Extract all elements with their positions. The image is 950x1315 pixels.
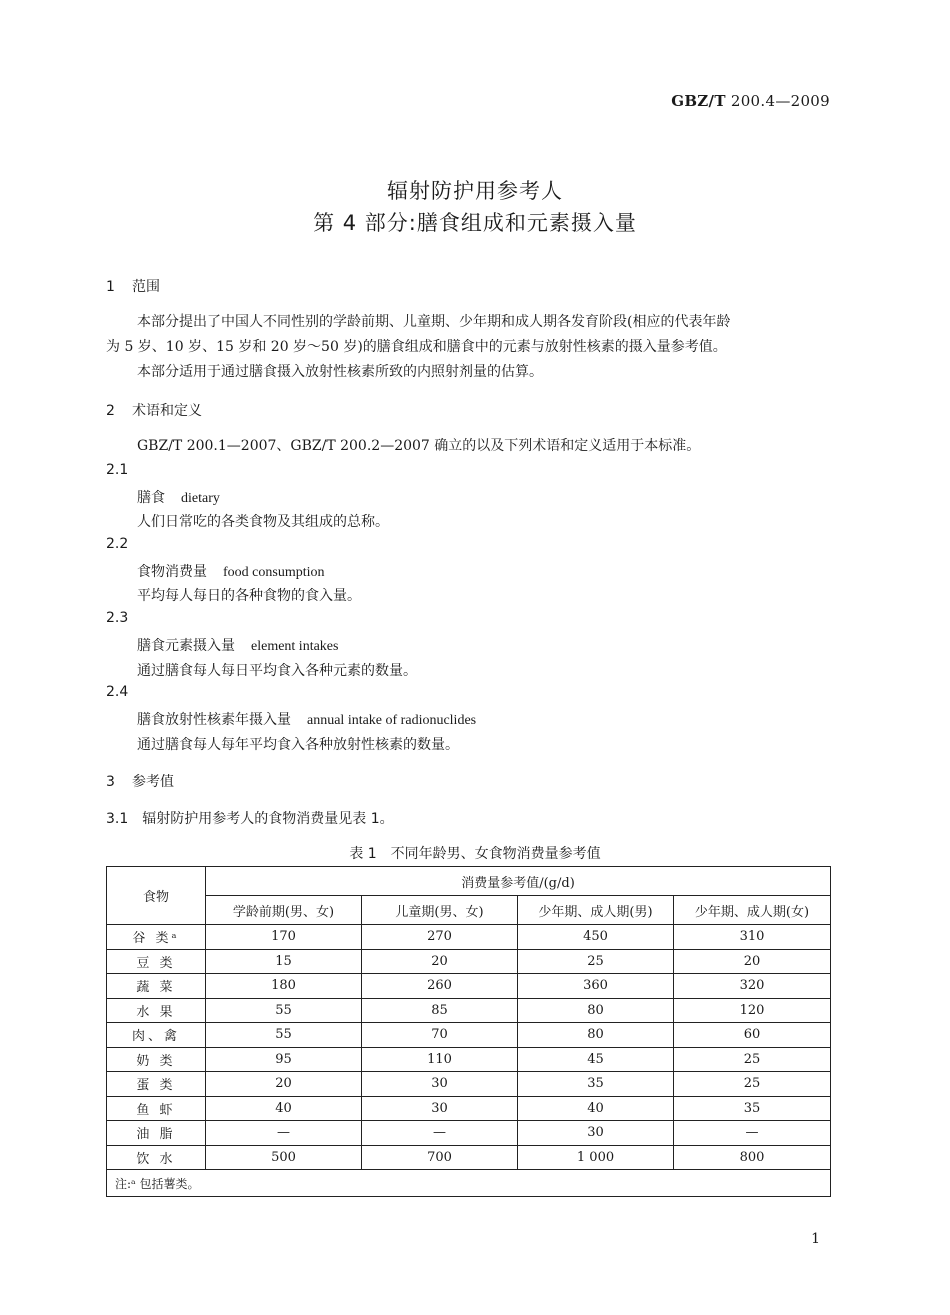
value-cell: 25 [518,949,674,974]
value-cell: 60 [674,1023,831,1048]
value-cell: 30 [362,1072,518,1097]
value-cell: — [674,1121,831,1146]
value-cell: 320 [674,974,831,999]
table-row [107,974,831,999]
value-cell: 500 [206,1145,362,1170]
section-title: 范围 [132,279,160,295]
value-cell: 85 [362,998,518,1023]
food-name-cell: 水 果 [107,998,206,1023]
term-english: food consumption [223,565,325,580]
table-row [107,1145,831,1170]
value-cell: 55 [206,998,362,1023]
value-cell: 40 [518,1096,674,1121]
term-2-3-number: 2.3 [106,610,129,626]
term-2-2-definition: 平均每人每日的各种食物的食入量。 [137,588,361,604]
term-english: annual intake of radionuclides [307,713,477,728]
section-title: 参考值 [132,774,174,790]
food-name-cell: 油 脂 [107,1121,206,1146]
value-cell: 55 [206,1023,362,1048]
standard-code [671,92,830,110]
term-2-2-number: 2.2 [106,536,129,552]
header-adult-male: 少年期、成人期(男) [518,896,674,925]
value-cell: 1 000 [518,1145,674,1170]
value-cell: 20 [674,949,831,974]
value-cell: 20 [362,949,518,974]
section-3-1-text: 3.1 辐射防护用参考人的食物消费量见表 1。 [106,811,394,827]
value-cell: — [362,1121,518,1146]
food-name-cell: 谷 类ᵃ [107,925,206,950]
table-row [107,949,831,974]
value-cell: 450 [518,925,674,950]
header-group: 消费量参考值/(g/d) [206,867,831,896]
value-cell: 30 [362,1096,518,1121]
value-cell: 360 [518,974,674,999]
food-name-cell: 鱼 虾 [107,1096,206,1121]
section-1-paragraph-2: 本部分适用于通过膳食摄入放射性核素所致的内照射剂量的估算。 [137,364,543,380]
value-cell: 25 [674,1072,831,1097]
page-number: 1 [811,1231,820,1247]
section-2-heading [106,400,202,420]
value-cell: 95 [206,1047,362,1072]
value-cell: 45 [518,1047,674,1072]
term-2-4-number: 2.4 [106,684,129,700]
value-cell: 30 [518,1121,674,1146]
document-title-line1: 辐射防护用参考人 [387,179,563,203]
table-caption: 表 1 不同年龄男、女食物消费量参考值 [349,846,601,862]
value-cell: 170 [206,925,362,950]
term-english: element intakes [251,639,339,654]
value-cell: 15 [206,949,362,974]
food-name-cell: 蛋 类 [107,1072,206,1097]
table-row [107,1072,831,1097]
standard-number: 200.4—2009 [730,92,830,110]
value-cell: 800 [674,1145,831,1170]
term-chinese: 膳食放射性核素年摄入量 [137,712,291,728]
section-3-heading [106,771,174,791]
value-cell: 80 [518,1023,674,1048]
food-name-cell: 肉、禽 [107,1023,206,1048]
value-cell: 120 [674,998,831,1023]
section-number: 3 [106,774,115,790]
section-number: 2 [106,403,115,419]
section-title: 术语和定义 [132,403,202,419]
value-cell: 25 [674,1047,831,1072]
header-food: 食物 [107,867,206,925]
section-2-intro: GBZ/T 200.1—2007、GBZ/T 200.2—2007 确立的以及下列术语和定义适用于本标准。 [137,438,701,454]
value-cell: 180 [206,974,362,999]
food-name-cell: 蔬 菜 [107,974,206,999]
term-2-1-definition: 人们日常吃的各类食物及其组成的总称。 [137,514,389,530]
food-name-cell: 豆 类 [107,949,206,974]
term-2-3-definition: 通过膳食每人每日平均食入各种元素的数量。 [137,663,417,679]
value-cell: 700 [362,1145,518,1170]
term-chinese: 膳食 [137,490,165,506]
section-number: 1 [106,279,115,295]
term-english: dietary [181,491,220,506]
document-title-line2: 第 4 部分:膳食组成和元素摄入量 [313,211,637,235]
food-name-cell: 奶 类 [107,1047,206,1072]
table-note: 注:ᵃ 包括薯类。 [107,1170,831,1197]
section-1-paragraph-1b: 为 5 岁、10 岁、15 岁和 20 岁～50 岁)的膳食组成和膳食中的元素与放射性核素的摄入量参考值。 [106,339,727,355]
value-cell: 35 [518,1072,674,1097]
table-row [107,998,831,1023]
section-1-paragraph-1a: 本部分提出了中国人不同性别的学龄前期、儿童期、少年期和成人期各发育阶段(相应的代表年龄 [137,314,731,330]
term-2-2-heading [137,561,325,581]
term-2-4-definition: 通过膳食每人每年平均食入各种放射性核素的数量。 [137,737,459,753]
header-childhood: 儿童期(男、女) [362,896,518,925]
value-cell: — [206,1121,362,1146]
table-row [107,1096,831,1121]
table-row [107,1047,831,1072]
table-row [107,925,831,950]
food-consumption-table [106,866,831,1197]
table-row [107,1023,831,1048]
value-cell: 270 [362,925,518,950]
section-1-heading [106,276,160,296]
value-cell: 40 [206,1096,362,1121]
term-chinese: 食物消费量 [137,564,207,580]
value-cell: 70 [362,1023,518,1048]
standard-prefix: GBZ/T [671,92,726,110]
term-chinese: 膳食元素摄入量 [137,638,235,654]
term-2-1-number: 2.1 [106,462,129,478]
value-cell: 310 [674,925,831,950]
table-row [107,1121,831,1146]
value-cell: 35 [674,1096,831,1121]
value-cell: 110 [362,1047,518,1072]
header-adult-female: 少年期、成人期(女) [674,896,831,925]
term-2-4-heading [137,709,476,729]
term-2-3-heading [137,635,338,655]
value-cell: 260 [362,974,518,999]
header-preschool: 学龄前期(男、女) [206,896,362,925]
value-cell: 80 [518,998,674,1023]
term-2-1-heading [137,487,220,507]
value-cell: 20 [206,1072,362,1097]
food-name-cell: 饮 水 [107,1145,206,1170]
